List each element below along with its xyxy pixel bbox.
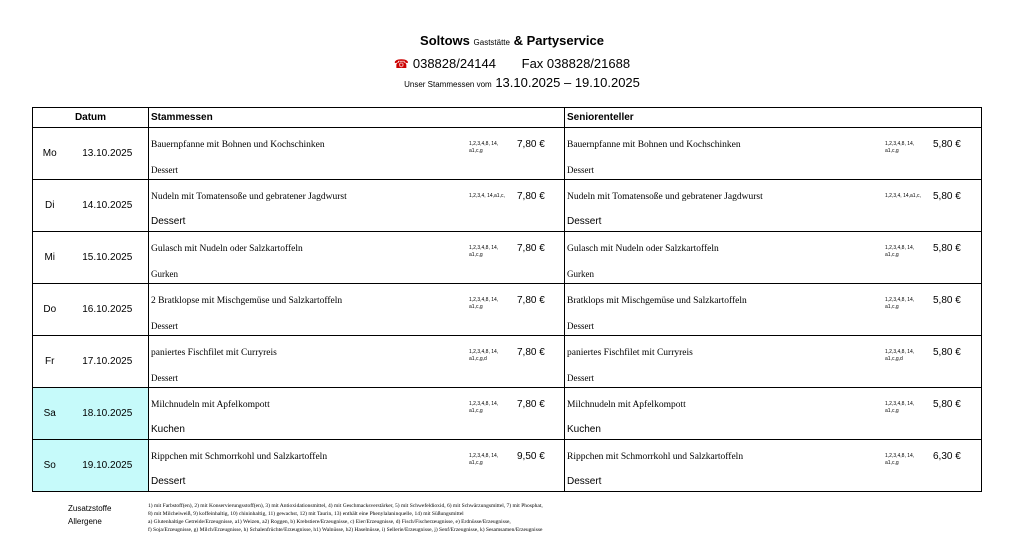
day-abbr: Fr <box>33 336 67 388</box>
seniorenteller-price: 5,80 € <box>933 347 961 358</box>
phone-number: 038828/24144 <box>412 56 497 71</box>
stammessen-side: Gurken <box>151 269 178 279</box>
seniorenteller-side: Dessert <box>567 476 602 487</box>
day-abbr: So <box>33 440 67 492</box>
stammessen-codes: 1,2,3,4,8, 14, a1,c,g,d <box>469 349 499 362</box>
seniorenteller-price: 5,80 € <box>933 243 961 254</box>
stammessen-price: 7,80 € <box>517 399 545 410</box>
day-abbr: Di <box>33 180 67 232</box>
seniorenteller-cell <box>565 180 982 232</box>
column-header-stammessen: Stammessen <box>149 108 565 128</box>
zusatz-line-1: 1) mit Farbstoff(en), 2) mit Konservierungsstoff(en), 3) mit Antioxidationsmittel, 4) mit Geschmacksverstärker, 5) mit Schwefeldioxid, 6) mit Schwärzungsmittel, 7) mit Phosphat, <box>148 503 543 509</box>
seniorenteller-codes: 1,2,3,4,8, 14, a1,c,g <box>885 141 915 154</box>
footer-notes <box>148 502 708 538</box>
seniorenteller-price: 5,80 € <box>933 139 961 150</box>
seniorenteller-codes: 1,2,3,4,8, 14, a1,c,g <box>885 453 915 466</box>
contact-line <box>0 56 1024 72</box>
stammessen-side: Dessert <box>151 373 178 383</box>
seniorenteller-name: Rippchen mit Schmorrkohl und Salzkartoffeln <box>567 452 744 462</box>
stammessen-side: Dessert <box>151 476 186 487</box>
stammessen-side: Kuchen <box>151 424 185 435</box>
stammessen-name: Bauernpfanne mit Bohnen und Kochschinken <box>151 140 325 150</box>
day-abbr: Do <box>33 284 67 336</box>
fax-number: Fax 038828/21688 <box>521 56 631 71</box>
table-row <box>33 388 982 440</box>
stammessen-side: Dessert <box>151 165 178 175</box>
seniorenteller-codes: 1,2,3,4,8, 14, a1,c,g <box>885 401 915 414</box>
seniorenteller-codes: 1,2,3,4, 14,a1,c, <box>885 193 921 199</box>
stammessen-codes: 1,2,3,4,8, 14, a1,c,g <box>469 453 499 466</box>
phone-icon: ☎ <box>393 57 409 71</box>
seniorenteller-side: Dessert <box>567 321 594 331</box>
day-date: 14.10.2025 <box>67 180 149 232</box>
restaurant-name: Soltows <box>420 33 470 48</box>
zusatzstoffe-label: Zusatzstoffe <box>68 504 112 513</box>
restaurant-subtitle: Gaststätte <box>473 38 510 47</box>
stammessen-side: Dessert <box>151 216 186 227</box>
allergene-line-2: f) Soja/Erzeugnisse, g) Milch/Erzeugnisse, h) Schalenfrüchte/Erzeugnisse, h1) Walnüsse, h2) Haselnüsse, i) Sellerie/Erzeugnisse, j) Senf/Erzeugnisse, k) Sesamsamen/Erzeugnisse <box>148 527 543 533</box>
allergene-label: Allergene <box>68 517 102 526</box>
seniorenteller-side: Gurken <box>567 269 594 279</box>
stammessen-price: 7,80 € <box>517 347 545 358</box>
stammessen-cell <box>149 180 565 232</box>
seniorenteller-cell <box>565 440 982 492</box>
day-abbr: Mo <box>33 128 67 180</box>
seniorenteller-cell <box>565 388 982 440</box>
seniorenteller-side: Dessert <box>567 165 594 175</box>
seniorenteller-price: 6,30 € <box>933 451 961 462</box>
stammessen-name: Rippchen mit Schmorrkohl und Salzkartoffeln <box>151 452 328 462</box>
day-date: 17.10.2025 <box>67 336 149 388</box>
stammessen-price: 9,50 € <box>517 451 545 462</box>
allergene-line-1: a) Glutenhaltige Getreide/Erzeugnisse, a1) Weizen, a2) Roggen, b) Krebstiere/Erzeugnisse, c) Eier/Erzeugnisse, d) Fisch/Fischerzeugnisse, e) Erdnüsse/Erzeugnisse, <box>148 519 511 525</box>
day-date: 13.10.2025 <box>67 128 149 180</box>
stammessen-name: 2 Bratklopse mit Mischgemüse und Salzkartoffeln <box>151 296 343 306</box>
stammessen-name: paniertes Fischfilet mit Curryreis <box>151 348 277 358</box>
stammessen-codes: 1,2,3,4,8, 14, a1,c,g <box>469 401 499 414</box>
seniorenteller-name: Milchnudeln mit Apfelkompott <box>567 400 686 410</box>
seniorenteller-name: Bauernpfanne mit Bohnen und Kochschinken <box>567 140 741 150</box>
restaurant-name-rest: & Partyservice <box>513 33 604 48</box>
seniorenteller-side: Dessert <box>567 216 602 227</box>
seniorenteller-cell <box>565 284 982 336</box>
period-label: Unser Stammessen vom <box>404 80 492 89</box>
day-date: 18.10.2025 <box>67 388 149 440</box>
menu-body <box>33 128 982 492</box>
seniorenteller-price: 5,80 € <box>933 295 961 306</box>
stammessen-side: Dessert <box>151 321 178 331</box>
seniorenteller-name: Bratklops mit Mischgemüse und Salzkartoffeln <box>567 296 747 306</box>
seniorenteller-price: 5,80 € <box>933 399 961 410</box>
day-abbr: Sa <box>33 388 67 440</box>
table-row <box>33 180 982 232</box>
stammessen-cell <box>149 232 565 284</box>
day-abbr: Mi <box>33 232 67 284</box>
stammessen-price: 7,80 € <box>517 139 545 150</box>
seniorenteller-name: Nudeln mit Tomatensoße und gebratener Jagdwurst <box>567 192 763 202</box>
table-row <box>33 336 982 388</box>
seniorenteller-side: Dessert <box>567 373 594 383</box>
stammessen-name: Gulasch mit Nudeln oder Salzkartoffeln <box>151 244 303 254</box>
menu-table <box>32 107 982 492</box>
seniorenteller-codes: 1,2,3,4,8, 14, a1,c,g,d <box>885 349 915 362</box>
table-row <box>33 440 982 492</box>
menu-period <box>0 75 1024 93</box>
column-header-senioren: Seniorenteller <box>565 108 982 128</box>
stammessen-codes: 1,2,3,4,8, 14, a1,c,g <box>469 141 499 154</box>
seniorenteller-codes: 1,2,3,4,8, 14, a1,c,g <box>885 297 915 310</box>
stammessen-cell <box>149 388 565 440</box>
stammessen-codes: 1,2,3,4, 14,a1,c, <box>469 193 505 199</box>
stammessen-name: Milchnudeln mit Apfelkompott <box>151 400 270 410</box>
seniorenteller-name: paniertes Fischfilet mit Curryreis <box>567 348 693 358</box>
seniorenteller-name: Gulasch mit Nudeln oder Salzkartoffeln <box>567 244 719 254</box>
stammessen-cell <box>149 284 565 336</box>
seniorenteller-codes: 1,2,3,4,8, 14, a1,c,g <box>885 245 915 258</box>
stammessen-cell <box>149 128 565 180</box>
stammessen-cell <box>149 440 565 492</box>
seniorenteller-price: 5,80 € <box>933 191 961 202</box>
stammessen-price: 7,80 € <box>517 243 545 254</box>
day-date: 15.10.2025 <box>67 232 149 284</box>
period-dates: 13.10.2025 – 19.10.2025 <box>495 75 640 90</box>
table-row <box>33 284 982 336</box>
column-header-datum: Datum <box>33 108 149 128</box>
stammessen-name: Nudeln mit Tomatensoße und gebratener Jagdwurst <box>151 192 347 202</box>
seniorenteller-cell <box>565 232 982 284</box>
day-date: 16.10.2025 <box>67 284 149 336</box>
menu-header <box>0 32 1024 93</box>
day-date: 19.10.2025 <box>67 440 149 492</box>
stammessen-codes: 1,2,3,4,8, 14, a1,c,g <box>469 245 499 258</box>
restaurant-title <box>0 32 1024 52</box>
stammessen-price: 7,80 € <box>517 191 545 202</box>
zusatz-line-2: 8) mit Milcheiweiß, 9) koffeinhaltig, 10) chininhaltig, 11) gewachst, 12) mit Taurin, 13) enthält eine Phenylalaninquelle, 14) mit Süßungsmittel <box>148 511 464 517</box>
table-row <box>33 128 982 180</box>
stammessen-cell <box>149 336 565 388</box>
seniorenteller-cell <box>565 128 982 180</box>
seniorenteller-side: Kuchen <box>567 424 601 435</box>
table-row <box>33 232 982 284</box>
footer-labels <box>68 502 111 528</box>
stammessen-codes: 1,2,3,4,8, 14, a1,c,g <box>469 297 499 310</box>
stammessen-price: 7,80 € <box>517 295 545 306</box>
seniorenteller-cell <box>565 336 982 388</box>
